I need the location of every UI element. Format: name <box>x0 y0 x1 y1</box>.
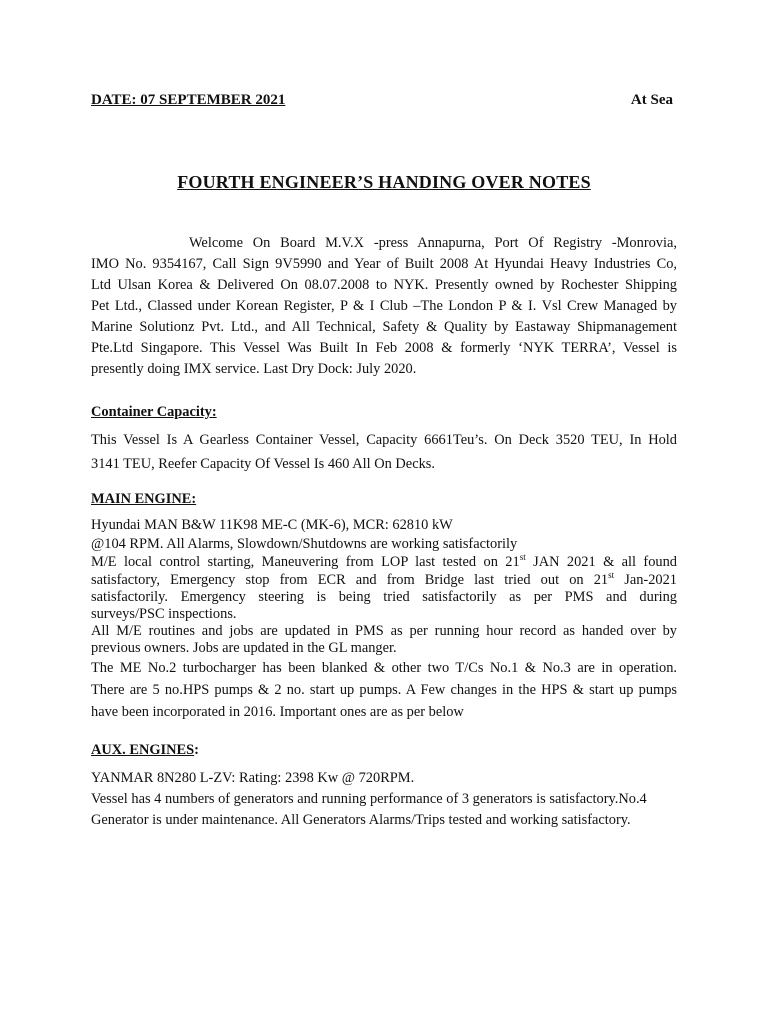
intro-line: IMO No. 9354167, Call Sign 9V5990 and Year of Built 2008 At Hyundai Heavy Industries Co, <box>91 256 677 272</box>
main-engine-heading: MAIN ENGINE: <box>91 491 197 507</box>
intro-line: Ltd Ulsan Korea & Delivered On 08.07.2008 to NYK. Presently owned by Rochester Shipping <box>91 277 677 293</box>
container-line: 3141 TEU, Reefer Capacity Of Vessel Is 460 All On Decks. <box>91 456 435 472</box>
main-engine-line: previous owners. Jobs are updated in the GL manger. <box>91 640 397 656</box>
aux-engines-line: YANMAR 8N280 L-ZV: Rating: 2398 Kw @ 720RPM. <box>91 770 415 786</box>
main-engine-line: satisfactorily. Emergency steering is being tried satisfactorily as per PMS and during <box>91 589 677 605</box>
main-engine-paragraph <box>91 516 677 723</box>
intro-line: Pte.Ltd Singapore. This Vessel Was Built In Feb 2008 & formerly ‘NYK TERRA’, Vessel is <box>91 340 677 356</box>
aux-engines-line: Generator is under maintenance. All Generators Alarms/Trips tested and working satisfactory. <box>91 812 631 828</box>
main-engine-line: satisfactory, Emergency stop from ECR and from Bridge last tried out on 21st Jan-2021 <box>91 570 678 588</box>
main-engine-line: surveys/PSC inspections. <box>91 606 237 622</box>
intro-line: Welcome On Board M.V.X -press Annapurna, Port Of Registry -Monrovia, <box>189 235 677 251</box>
container-line: This Vessel Is A Gearless Container Vessel, Capacity 6661Teu’s. On Deck 3520 TEU, In Hold <box>91 432 677 448</box>
intro-paragraph <box>91 233 677 380</box>
document-title: FOURTH ENGINEER’S HANDING OVER NOTES <box>177 172 591 192</box>
main-engine-line: The ME No.2 turbocharger has been blanked & other two T/Cs No.1 & No.3 are in operation. <box>91 660 677 676</box>
intro-line: Marine Solutionz Pvt. Ltd., and All Technical, Safety & Quality by Eastaway Shipmanagement <box>91 319 677 335</box>
aux-engines-paragraph <box>91 768 677 831</box>
main-engine-line: There are 5 no.HPS pumps & 2 no. start up pumps. A Few changes in the HPS & start up pumps <box>91 682 677 698</box>
intro-line: presently doing IMX service. Last Dry Dock: July 2020. <box>91 361 417 377</box>
main-engine-line: have been incorporated in 2016. Important ones are as per below <box>91 704 464 720</box>
date-line: DATE: 07 SEPTEMBER 2021 <box>91 92 286 108</box>
main-engine-line: @104 RPM. All Alarms, Slowdown/Shutdowns are working satisfactorily <box>91 536 518 552</box>
aux-engines-line: Vessel has 4 numbers of generators and running performance of 3 generators is satisfactory.No.4 <box>91 791 647 807</box>
main-engine-line: M/E local control starting, Maneuvering from LOP last tested on 21st JAN 2021 & all found <box>91 552 678 570</box>
container-capacity-paragraph <box>91 428 677 476</box>
document-header <box>91 92 673 114</box>
main-engine-line: Hyundai MAN B&W 11K98 ME-C (MK-6), MCR: 62810 kW <box>91 517 453 533</box>
container-capacity-heading: Container Capacity: <box>91 404 217 420</box>
location-label: At Sea <box>630 92 673 108</box>
intro-line: Pet Ltd., Classed under Korean Register, P & I Club –The London P & I. Vsl Crew Managed by <box>91 298 677 314</box>
aux-engines-heading: AUX. ENGINES: <box>91 742 199 758</box>
main-engine-line: All M/E routines and jobs are updated in PMS as per running hour record as handed over by <box>91 623 677 639</box>
